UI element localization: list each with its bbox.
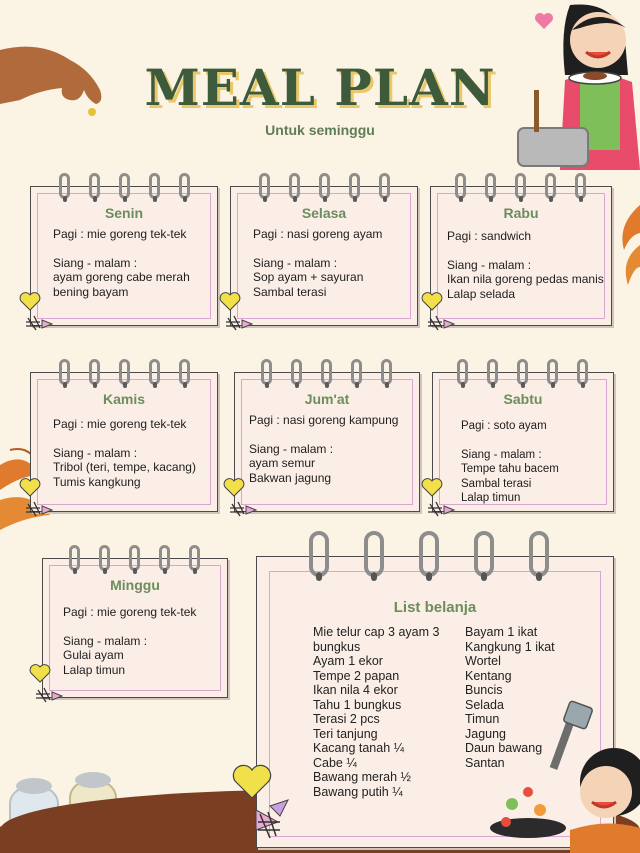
spiral-rings (31, 173, 217, 203)
list-item: Ikan nila 4 ekor (313, 683, 398, 697)
spiral-rings (431, 173, 611, 203)
shopping-list-title: List belanja (393, 599, 477, 616)
menu-item: Bakwan jagung (249, 470, 332, 485)
menu-item: Lalap timun (461, 492, 521, 504)
doodle-decoration (18, 478, 68, 518)
list-item: Santan (465, 755, 505, 770)
doodle-decoration (222, 478, 272, 518)
list-item: Ayam 1 ekor (313, 654, 383, 668)
list-item: Mie telur cap 3 ayam 3 (313, 625, 440, 639)
breakfast-text: Pagi : mie goreng tek-tek (63, 605, 197, 619)
list-item: Jagung (465, 726, 507, 741)
chef-girl-illustration (488, 700, 640, 853)
menu-item: Sop ayam + sayuran (253, 270, 364, 284)
list-item: bungkus (313, 639, 361, 654)
menu-item: Lalap timun (63, 662, 126, 677)
heart-icon (534, 12, 554, 30)
breakfast-text: Pagi : sandwich (447, 229, 532, 243)
doodle-decoration (28, 664, 78, 704)
day-title: Sabtu (503, 391, 543, 407)
spiral-rings (257, 531, 613, 581)
lunch-dinner-label: Siang - malam : (63, 633, 148, 648)
menu-item: Tribol (teri, tempe, kacang) (53, 460, 196, 474)
list-item: Cabe ¼ (313, 755, 357, 770)
list-item: Selada (465, 697, 504, 712)
menu-item: Sambal terasi (461, 477, 532, 490)
list-item: Bayam 1 ikat (465, 625, 538, 639)
doodle-decoration (18, 292, 68, 332)
list-item: Bawang putih ¼ (313, 784, 403, 799)
list-item: Kentang (465, 668, 512, 683)
list-item: Bawang merah ½ (313, 770, 411, 784)
page-title: MEAL PLAN (144, 58, 496, 117)
page-subtitle: Untuk seminggu (265, 122, 375, 138)
menu-item: Sambal terasi (253, 284, 327, 299)
breakfast-text: Pagi : mie goreng tek-tek (53, 417, 187, 431)
lunch-dinner-label: Siang - malam : (249, 441, 334, 456)
list-item: Tahu 1 bungkus (313, 697, 402, 712)
menu-item: Lalap selada (447, 286, 516, 301)
lunch-dinner-label: Siang - malam : (53, 445, 138, 460)
shopping-column-1 (313, 625, 439, 799)
autumn-leaves-right (612, 205, 640, 295)
list-item: Wortel (465, 654, 501, 668)
spiral-rings (235, 359, 419, 389)
doodle-decoration (218, 292, 268, 332)
day-title: Rabu (503, 205, 539, 221)
breakfast-text: Pagi : nasi goreng ayam (253, 227, 383, 241)
list-item: Kacang tanah ¼ (313, 741, 405, 755)
list-item: Daun bawang (465, 741, 543, 755)
menu-item: Tumis kangkung (53, 474, 141, 489)
list-item: Timun (465, 712, 500, 726)
lunch-dinner-label: Siang - malam : (447, 257, 532, 272)
day-title: Kamis (102, 391, 146, 407)
spiral-rings (31, 359, 217, 389)
list-item: Buncis (465, 683, 503, 697)
spiral-rings (43, 545, 227, 575)
list-item: Terasi 2 pcs (313, 712, 380, 726)
day-title: Jum'at (304, 391, 350, 407)
list-item: Tempe 2 papan (313, 668, 400, 683)
menu-item: bening bayam (53, 284, 129, 299)
lunch-dinner-label: Siang - malam : (461, 448, 542, 461)
menu-item: Gulai ayam (63, 648, 124, 662)
list-item: Kangkung 1 ikat (465, 639, 555, 654)
breakfast-text: Pagi : mie goreng tek-tek (53, 227, 187, 241)
menu-item: ayam semur (249, 456, 316, 470)
day-title: Senin (104, 205, 144, 221)
doodle-decoration (420, 292, 470, 332)
breakfast-text: Pagi : soto ayam (461, 420, 547, 432)
day-title: Selasa (301, 205, 347, 221)
breakfast-text: Pagi : nasi goreng kampung (249, 413, 399, 427)
lunch-dinner-label: Siang - malam : (53, 255, 138, 270)
doodle-decoration (420, 478, 470, 518)
doodle-decoration (230, 762, 300, 842)
lunch-dinner-label: Siang - malam : (253, 255, 338, 270)
list-item: Teri tanjung (313, 726, 378, 741)
menu-item: Ikan nila goreng pedas manis (447, 272, 604, 286)
day-title: Minggu (110, 577, 160, 593)
menu-item: Tempe tahu bacem (461, 463, 559, 475)
spiral-rings (231, 173, 417, 203)
spiral-rings (433, 359, 613, 389)
menu-item: ayam goreng cabe merah (53, 270, 190, 284)
